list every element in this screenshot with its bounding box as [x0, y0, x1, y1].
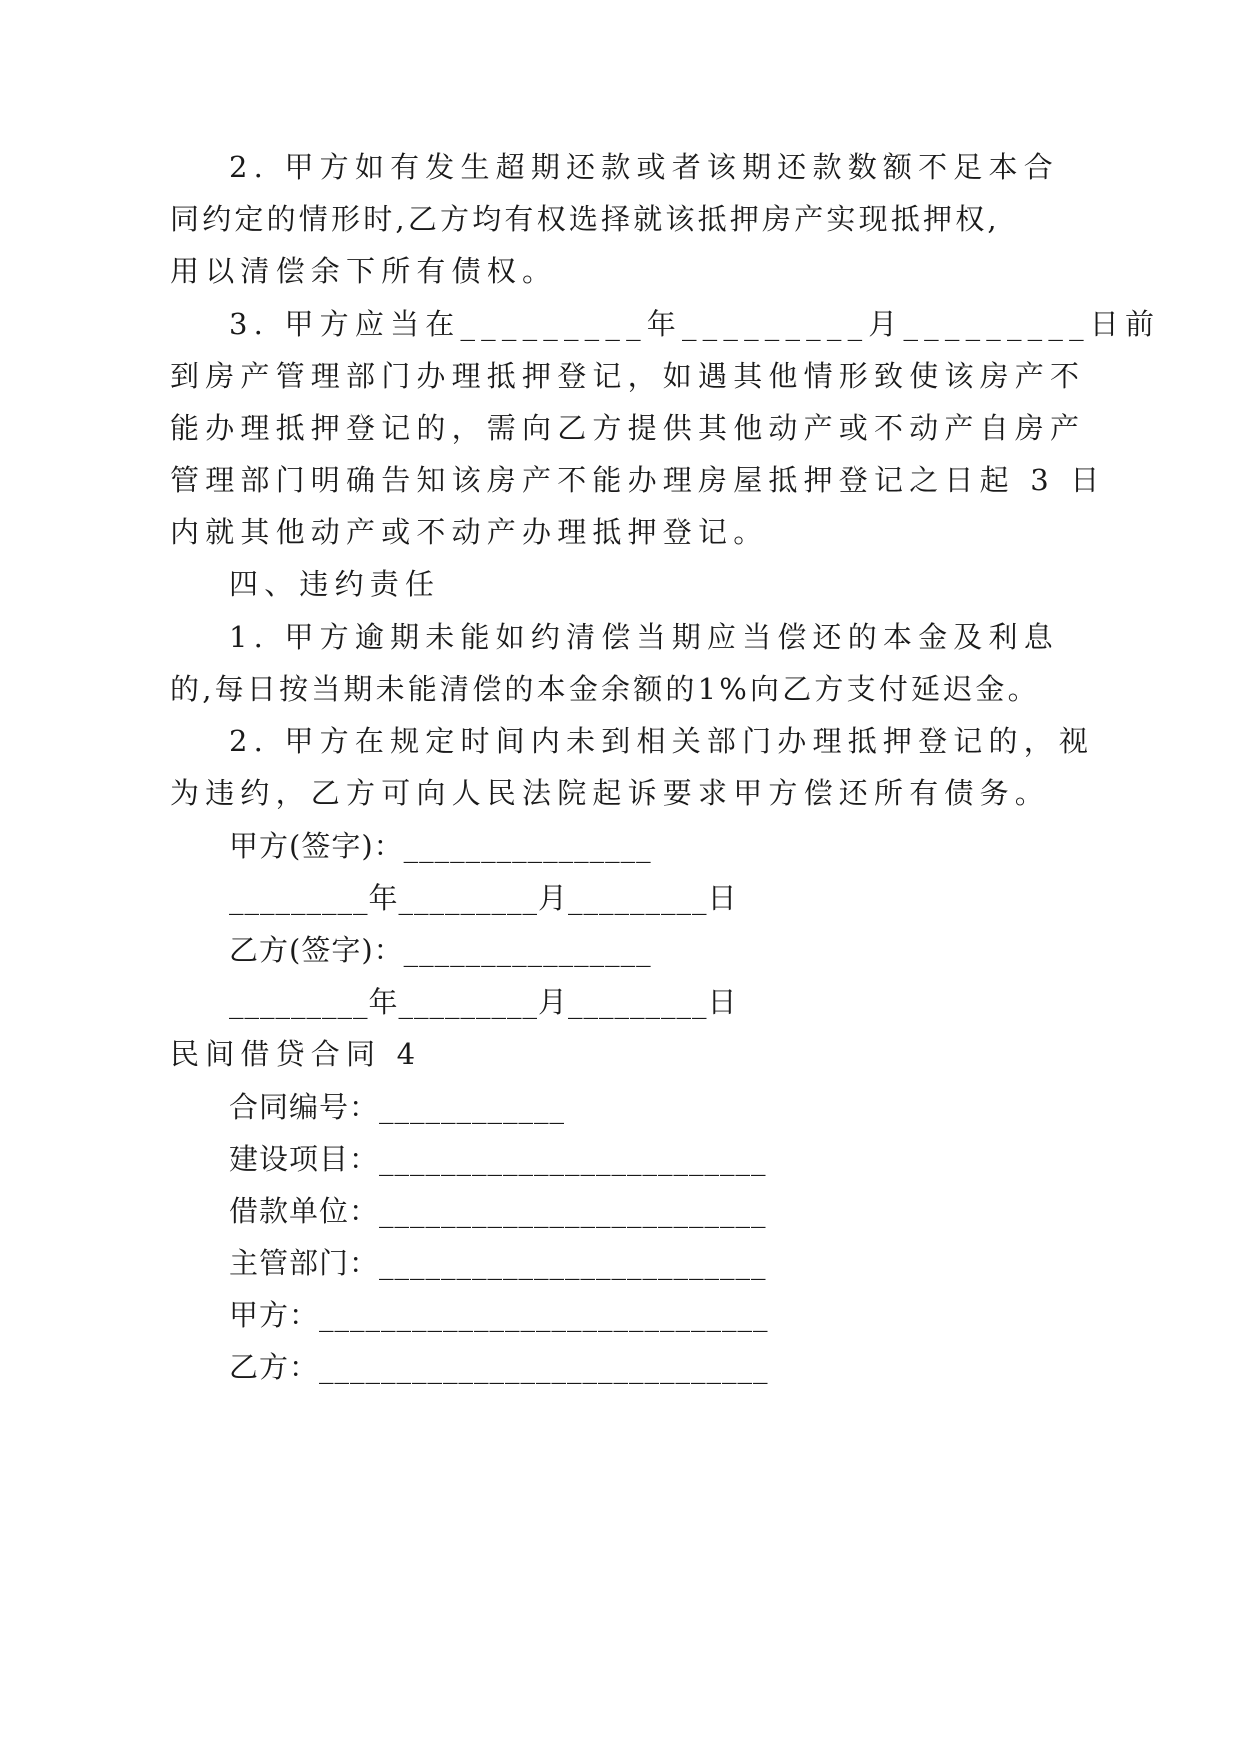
breach1-line1: 1. 甲方逾期未能如约清偿当期应当偿还的本金及利息	[229, 620, 1059, 654]
item3-line3: 能办理抵押登记的，需向乙方提供其他动产或不动产自房产	[170, 411, 1086, 445]
contract-number-field: 合同编号：____________	[229, 1090, 566, 1124]
item3-line2: 到房产管理部门办理抵押登记，如遇其他情形致使该房产不	[170, 359, 1086, 393]
item2-line3: 用以清偿余下所有债权。	[170, 254, 558, 288]
project-field: 建设项目：_________________________	[229, 1142, 767, 1176]
item2-line1: 2. 甲方如有发生超期还款或者该期还款数额不足本合	[229, 150, 1059, 184]
party-a-date-field: _________年_________月_________日	[229, 881, 738, 915]
party-a-field: 甲方：_____________________________	[229, 1298, 769, 1332]
section-heading-breach: 四、违约责任	[229, 567, 441, 601]
party-b-signature-field: 乙方(签字)：________________	[229, 933, 652, 967]
item2-line2: 同约定的情形时,乙方均有权选择就该抵押房产实现抵押权,	[170, 202, 1000, 236]
authority-field: 主管部门：_________________________	[229, 1246, 767, 1280]
breach2-line1: 2. 甲方在规定时间内未到相关部门办理抵押登记的，视	[229, 724, 1095, 758]
party-a-signature-field: 甲方(签字)：________________	[229, 829, 652, 863]
contract-title: 民间借贷合同 4	[170, 1037, 422, 1071]
party-b-date-field: _________年_________月_________日	[229, 985, 738, 1019]
borrower-unit-field: 借款单位：_________________________	[229, 1194, 767, 1228]
breach1-line2: 的,每日按当期未能清偿的本金余额的1%向乙方支付延迟金。	[170, 672, 1040, 706]
item3-line5: 内就其他动产或不动产办理抵押登记。	[170, 515, 769, 549]
item3-line4: 管理部门明确告知该房产不能办理房屋抵押登记之日起 3 日	[170, 463, 1106, 497]
breach2-line2: 为违约，乙方可向人民法院起诉要求甲方偿还所有债务。	[170, 776, 1051, 810]
party-b-field: 乙方：_____________________________	[229, 1350, 769, 1384]
item3-line1: 3. 甲方应当在_________年_________月_________日前	[229, 307, 1161, 341]
